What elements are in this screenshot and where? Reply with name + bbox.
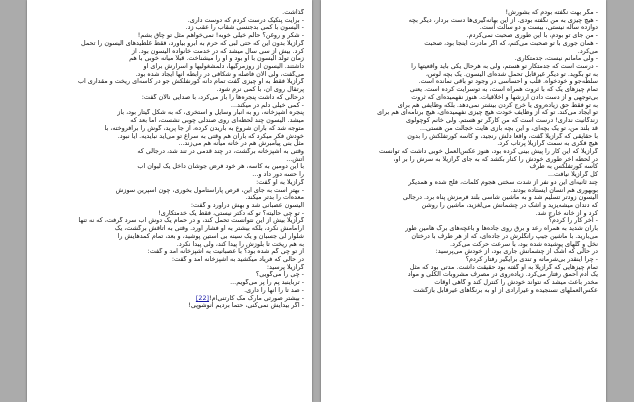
line-text: زندگانیت نداری! درست است که من کارگر تو هستم. ولی خانم کوچولوی: [406, 117, 598, 125]
line-text: گرازیلا بیش از این نتوانست تحمل کند، و در حمام یک دوش آب سرد گرفت، که نه تنها: [78, 217, 304, 225]
text-line: [35, 210, 304, 218]
line-text: - چرا اینقدر بی‌شرمانه و تندی برایگیر رفتار کردم؟: [465, 256, 598, 263]
text-line: [329, 210, 598, 218]
text-line: [329, 109, 598, 117]
line-text: گرازیلا پرسید:: [266, 263, 304, 271]
text-line: [329, 179, 598, 187]
line-text: دوازده ساله نیستی، بیست و دو سالت است.: [479, 24, 598, 32]
text-line: [35, 248, 304, 256]
text-line: [329, 217, 598, 225]
text-line: [35, 302, 304, 310]
text-line: [35, 78, 304, 86]
text-line: [329, 225, 598, 233]
text-line: [329, 63, 598, 71]
text-line: [329, 117, 598, 125]
line-text: - من جای تو بودم، با این طوری صحبت نمی‌کردم.: [466, 32, 598, 40]
line-text: یک آدم احمق رفتار می‌کرد. زیاده‌روی در مصرف مشروبات الکلی و مواد: [407, 271, 598, 279]
line-text: می‌کرد.: [577, 47, 598, 55]
line-text: - هیچ چیزی به من نگفته بودی. از این بهانه‌گیری‌ها دست بردار، دیگر بچه: [408, 16, 598, 24]
line-text: - بهتر است به جای این، قرص پاراستامول بخوری، چون آسپرین سوزش: [115, 186, 304, 194]
text-line: [35, 287, 304, 295]
line-text: بوبهوری هم انسان ایستاده بودند.: [510, 186, 598, 194]
line-text: داشتند. الیسون از روزمرگیها، دلمشغولیها و اسرارش برای او: [143, 63, 304, 71]
text-line: [35, 225, 304, 233]
line-text: - ترباینبد پم را پر می‌گویم...: [230, 279, 304, 287]
text-line: [35, 233, 304, 241]
text-line: [35, 202, 304, 210]
text-line: [329, 40, 598, 48]
text-line: [329, 241, 598, 249]
line-text: کرد و از خانه خارج شد.: [535, 209, 598, 217]
line-text: گرازیلا بدون این که حتی لبی که حرم به ابرو بیاورد، فقط غلطیدهای الیسون را تحمل: [80, 39, 304, 47]
text-line: [35, 40, 304, 48]
text-line: [329, 194, 598, 202]
text-line: [329, 264, 598, 272]
line-text: - چی را می‌گویی؟: [255, 271, 304, 279]
text-line: [329, 94, 598, 102]
line-text: باران شدید به همراه رعد و برق روی جاده‌ها و باغچه‌های برگ هامین طور: [405, 225, 598, 233]
line-text: - بیشتر صورتی مارک مک کارتنی‌ام!: [209, 294, 304, 302]
line-text: گرازیلا به او گفت:: [256, 178, 304, 186]
line-text: تو ایجاد می‌کند. تو که از وظایف خودت هیچ چیزی نفهمیده‌ای، هیچ برنامه‌ای هم برای: [377, 109, 598, 117]
text-line: [35, 117, 304, 125]
text-line: [35, 264, 304, 272]
text-line: [35, 94, 304, 102]
line-text: درحالی که داشت پنجره‌ها را باز می‌کرد، با صدایی نالان گفت:: [141, 93, 304, 101]
line-text: وقتی به آشپزخانه برگشت، در چند قدمی در تند شد، درجالی که: [137, 147, 304, 155]
text-line: [329, 78, 598, 86]
line-text: - الیسون با کمی بدجنسی شقاب را عقب زد.: [185, 24, 304, 32]
text-line: [35, 295, 304, 303]
line-text: از تو چی گم شده بود؟ با عصبانیت به آشپزخانه آمد و گفت:: [147, 248, 304, 256]
line-text: سلطه‌جو و خودخواه. قلب و احساسی در وجود تو باقی نمانده است.: [418, 78, 598, 86]
line-text: بی‌توجهی و از دست دادن ارزشها و اخلاقیات. هنوز نفهمیده‌ای که ثروت: [411, 93, 598, 101]
text-line: [35, 9, 304, 17]
line-text: الیسون زودتر تسلیم شد و به ماشین شاسی بلند فرمزش پناه برد. درجالی: [402, 194, 598, 202]
line-text: - درست است که جدمتکار تو هستم، ولی به هرحال یکی باید واقعیتها را: [411, 63, 598, 71]
line-text: گذاشت.: [282, 9, 304, 16]
text-line: [35, 24, 304, 32]
text-line: [329, 256, 598, 264]
line-text: - صد تا را آنها را داری.: [244, 286, 304, 294]
line-text: زمان تولد الیسون با او بود و او را میشناخت. قبلاً میانه خوبی با هم: [129, 55, 304, 63]
line-text: - مگر بهت نگفته بودم که بشورش!: [505, 9, 598, 16]
text-line: [35, 55, 304, 63]
text-line: [329, 248, 598, 256]
text-line: [329, 202, 598, 210]
line-text: که دندان میشه‌یزید و اشک در چشمانش می‌لغزید، ماشین را روشن: [421, 201, 598, 209]
text-line: [35, 187, 304, 195]
line-text: - برایت پنکیک درست کردم که دوست داری.: [187, 16, 304, 24]
line-text: - اگر بیدایش نمی‌کنی، حتما بردیم انوشوپی!: [188, 302, 304, 310]
line-text: - کمی خیلی دلم در میکند...: [230, 101, 304, 109]
line-text: با این دومین به کاسه، هر خود فرض جوشان داخل یک لیوان آب: [137, 163, 304, 171]
text-line: [35, 271, 304, 279]
text-line: [329, 171, 598, 179]
text-line: [329, 156, 598, 164]
text-line: [35, 217, 304, 225]
text-line: [329, 187, 598, 195]
text-line: [329, 9, 598, 17]
line-text: می‌بارید. با ماشین جیپ رانگلرش در جاده‌ای، که از هر طرف با درختان: [411, 232, 598, 240]
text-line: [35, 71, 304, 79]
text-line: [35, 125, 304, 133]
line-text: آرامامش نکرد، بلکه بیشتر به او فشار آورد. وقتی به اتاقش برگشت، یک: [114, 225, 304, 233]
line-text: گرازیلا که این کار را پیش بینی کرده بود، هنوز عکس‌العمل خوبی داشت که توانست: [378, 147, 598, 155]
text-line: [329, 86, 598, 94]
text-line: [35, 140, 304, 148]
text-line: [329, 55, 598, 63]
text-line: [35, 102, 304, 110]
text-line: [35, 179, 304, 187]
line-text: به هم ریخت تا بلوزش را پیدا کند، ولی پیدا نکرد.: [176, 240, 304, 248]
line-text: پنجره آشپزخانه، رو به انبار وسایل و استخری، که به شکل گیتار بود، باز: [117, 109, 304, 117]
line-text: پرتقال روی آن، با کمی نرم شود.: [216, 86, 304, 94]
line-text: میشد. الیسون چند لحظه‌ای روی صندلی چوبی نشست، اما بعد که: [130, 117, 304, 125]
line-text: کاسه کورتفلکس به طرف: [529, 163, 598, 171]
line-text: - تو چی حالیته؟ تو که دکتر نیستی، فقط یک خدمتکاری!: [158, 209, 304, 217]
text-line: [35, 241, 304, 249]
text-line: [329, 32, 598, 40]
text-line: [329, 140, 598, 148]
text-line: [329, 125, 598, 133]
text-line: [329, 24, 598, 32]
text-line: [329, 148, 598, 156]
right-page: [321, 0, 606, 402]
text-line: [35, 171, 304, 179]
line-text: در حالی که اشک از چشمانش جاری بود، از خودش می‌پرسید:: [435, 248, 598, 256]
text-line: [329, 271, 598, 279]
line-text: - همان جوری با تو صحبت می‌کنم، که اگر مادرت اینجا بود، صحبت: [424, 39, 598, 47]
text-line: [329, 279, 598, 287]
text-line: [329, 287, 598, 295]
line-text: با حقایقی که گرازیلا گفت، واقعاً دلش رنجید، و کاسه کورتفلکش را بدون: [407, 132, 598, 140]
line-text: الیسون عصبانی شد و بهش درآورد و گفت:: [190, 201, 304, 209]
line-text: مخدر باعث میشد که نتواند خودش را کنترل کند و گاهی اوقات: [434, 279, 598, 287]
line-text: معده‌ات را بدتر میکند.: [245, 194, 304, 202]
footnote-link[interactable]: [22]: [195, 294, 210, 302]
line-text: تمام چیزهای یک که با ثروت همراه است، به توسرایت کرده است. یعنی: [409, 86, 598, 94]
left-page: [27, 0, 312, 402]
text-line: [35, 156, 304, 164]
line-text: در لحظه آخر طوری خودش را کنار بکشد که به جای گرازیلا به سرش را بر او،: [393, 155, 598, 163]
text-line: [35, 17, 304, 25]
text-line: [35, 279, 304, 287]
text-line: [329, 17, 598, 25]
line-text: آتش...: [286, 155, 304, 163]
text-line: [35, 133, 304, 141]
line-text: عکس‌العملهای نسنجیده و غیرارادی از او به برنگاهای غیرقابل بازگشت: [413, 286, 598, 294]
text-line: [35, 86, 304, 94]
line-text: هیچ فکری به سمت گرازیلا پرتاب کرد.: [497, 140, 598, 148]
text-line: [35, 32, 304, 40]
line-text: متوجه شد که باران شروع به باریدن کرده، از جا پرید، گوش را برافروخته، با: [104, 124, 304, 132]
text-line: [35, 148, 304, 156]
line-text: تمام چیزهایی که گرازیلا به او گفته بود حقیقت داشت. مدتی بود که مثل: [409, 263, 598, 271]
text-line: [35, 48, 304, 56]
text-line: [329, 48, 598, 56]
line-text: کل گرازیلا نیافت...: [547, 171, 598, 179]
line-text: - ولی مامانم نیست، جدمتکاری.: [514, 55, 598, 63]
text-line: [35, 194, 304, 202]
line-text: به تو بگوید. تو دیگر غیرقابل تحمل شده‌ای الیسون. یک بچه لوس،: [425, 70, 598, 78]
line-text: نخل و گلهای پوشیده شده بود، با سرعت حرکت می‌کرد.: [450, 240, 598, 248]
line-text: را حسه دور داد و...: [252, 171, 304, 179]
line-text: شلوار لی جسبان و یک سینه بی آستین پوشید، و بعد، تمام کمدهایش را: [117, 232, 304, 240]
line-text: مثل بنی پیامبرش هم در خانه میانه هم می‌زند...: [178, 140, 304, 148]
line-text: گرازیلا فقط به او چیزی گفت تمام دانه کورنفلکش جو در کاسه‌ای ریخت و مقداری آب: [77, 78, 304, 86]
line-text: - شکر و روغن؟ حالم خیلی خوبه! نمی‌خواهم مثل تو چاق بشم!: [137, 32, 304, 40]
line-text: در حالی که فریاد میکشید به آشپزخانه آمد و گفت:: [171, 256, 304, 263]
text-line: [35, 63, 304, 71]
text-line: [35, 163, 304, 171]
line-text: خودش فکر میکرد که باران هم وقتی به سراغ تو می‌آید نبایدیه. آیا نبود.: [117, 132, 304, 140]
text-line: [329, 133, 598, 141]
text-line: [329, 233, 598, 241]
line-text: قد بلند من، تو یک بچه‌ای، و این بچه بازی هایت خجالت من هستی...: [419, 124, 598, 132]
text-line: [329, 163, 598, 171]
line-text: چند ثانیه‌ای این دو نفر از شدت سختی هجوم کلمات، فلج شده و همدیگر: [408, 178, 598, 186]
text-line: [329, 71, 598, 79]
text-line: [35, 256, 304, 264]
text-line: [35, 109, 304, 117]
line-text: می‌گفت، ولی الان فاصله و شکافی در رابطه آنها ایجاد شده بود.: [135, 70, 304, 78]
text-line: [329, 102, 598, 110]
line-text: به تو فقط حق زیاده‌روی یا خرج کردن بیشتر نمی‌دهد. بلکه وظایفی هم برای: [397, 101, 598, 109]
line-text: کرد. بیش از سی سال میشد که در خدمت خانواده الیسون بود. از: [131, 47, 304, 55]
line-text: - آخر کار را کردم؟: [548, 217, 598, 225]
